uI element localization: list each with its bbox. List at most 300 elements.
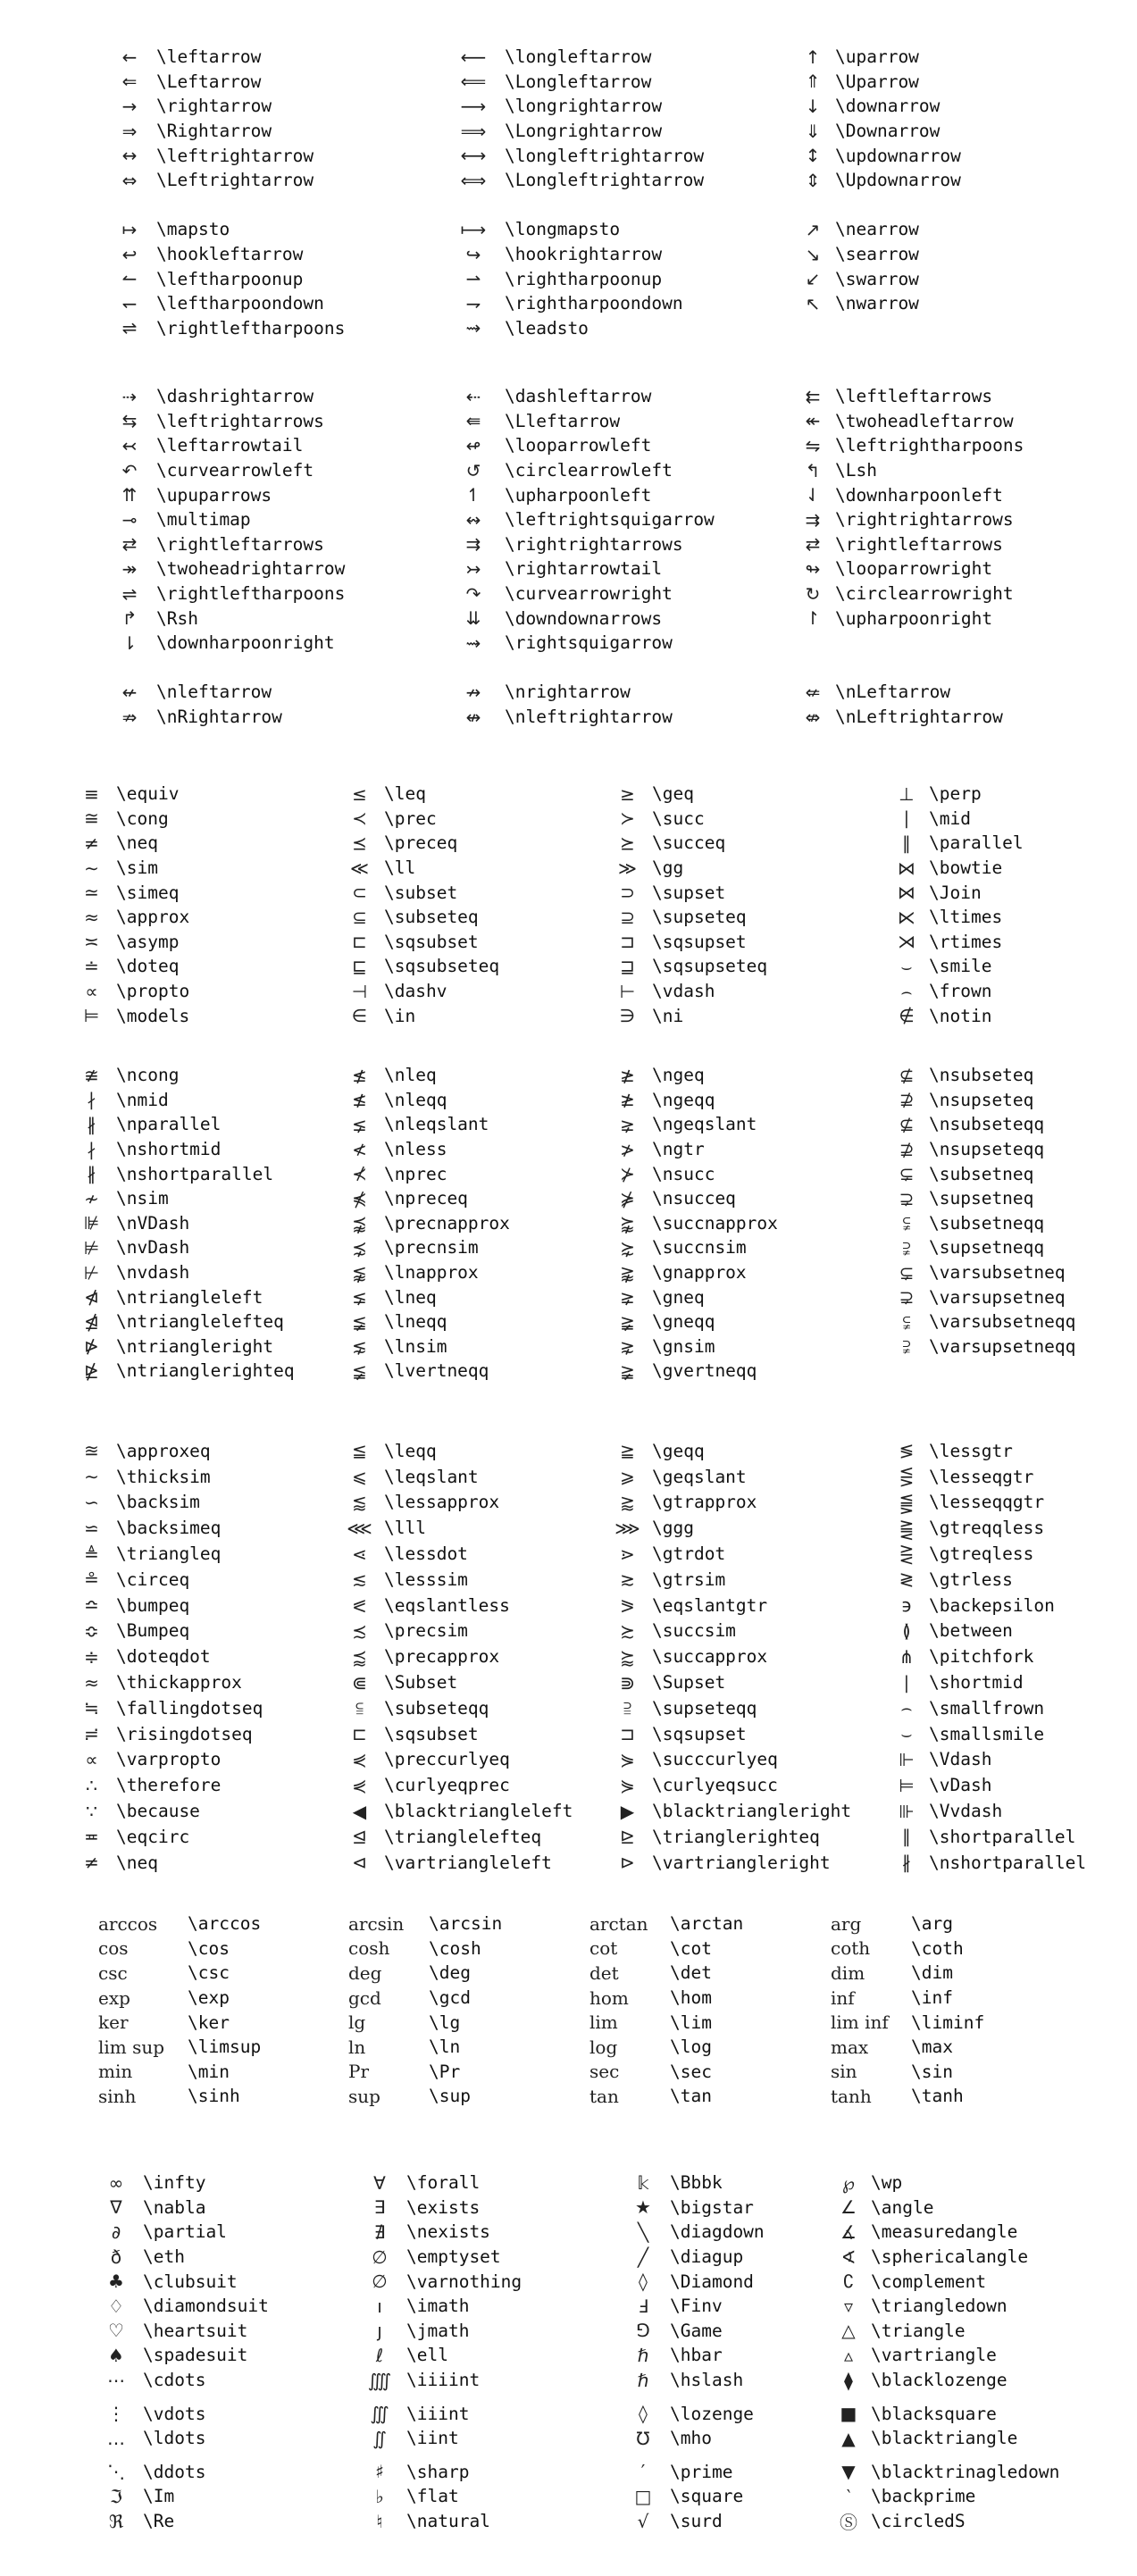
symbol-glyph: ≨ xyxy=(352,1310,367,1333)
latex-command: \Uparrow xyxy=(835,71,919,92)
symbol-glyph: ≏ xyxy=(84,1594,99,1617)
latex-command: \triangledown xyxy=(871,2296,1007,2317)
symbol-entry xyxy=(616,2343,826,2368)
symbol-entry xyxy=(884,1438,1137,1464)
symbol-entry xyxy=(884,1284,1137,1309)
latex-command: \nleqq xyxy=(384,1089,447,1110)
symbol-entry xyxy=(98,2060,348,2085)
latex-command: \rightrightarrows xyxy=(835,509,1014,531)
symbol-entry xyxy=(335,930,603,955)
latex-command: \rightharpoondown xyxy=(505,293,683,314)
symbol-entry xyxy=(616,2368,826,2393)
symbol-glyph: ← xyxy=(121,46,138,68)
symbol-row xyxy=(67,1334,1137,1359)
symbol-entry xyxy=(103,70,442,95)
symbol-entry xyxy=(442,291,790,316)
symbol-glyph: ▶ xyxy=(620,1800,635,1822)
symbol-entry xyxy=(103,705,442,730)
latex-command: \leftrightarrow xyxy=(156,145,314,166)
symbol-entry xyxy=(67,1334,335,1359)
symbol-glyph: ⇎ xyxy=(805,706,821,728)
symbol-entry xyxy=(442,266,790,291)
latex-command: \deg xyxy=(429,1962,471,1984)
latex-command: \nless xyxy=(384,1139,447,1160)
symbol-glyph: ⇓ xyxy=(805,120,821,142)
symbol-glyph: ⌢ xyxy=(900,1697,913,1719)
latex-command: \shortmid xyxy=(929,1672,1024,1694)
symbol-entry xyxy=(826,2426,1103,2451)
latex-command: \succapprox xyxy=(652,1646,768,1668)
symbol-row xyxy=(67,831,1137,856)
latex-command: \bowtie xyxy=(929,857,1003,879)
symbol-entry xyxy=(67,1309,335,1334)
symbol-glyph: ⌣ xyxy=(900,955,913,977)
symbol-glyph: ≡ xyxy=(84,782,99,805)
symbol-glyph: ⋞ xyxy=(352,1748,367,1770)
latex-command: \curlyeqsucc xyxy=(652,1775,778,1796)
latex-command: \lozenge xyxy=(670,2403,754,2424)
latex-command: \log xyxy=(670,2037,712,2058)
symbol-glyph: ⫌ xyxy=(902,1335,911,1358)
latex-command: \nsubseteq xyxy=(929,1065,1034,1086)
latex-command: \supseteqq xyxy=(652,1697,757,1719)
symbol-glyph: ≒ xyxy=(84,1697,99,1719)
symbol-entry xyxy=(442,482,790,507)
function-rendered: arg xyxy=(831,1912,862,1935)
latex-command: \vartriangleright xyxy=(652,1852,831,1873)
symbol-glyph: ⅁ xyxy=(636,2320,650,2342)
symbol-glyph: ⇍ xyxy=(805,681,821,703)
symbol-glyph: ⟵ xyxy=(460,46,487,68)
latex-command: \blacktriangle xyxy=(871,2428,1018,2449)
latex-command: \lim xyxy=(670,2011,712,2033)
symbol-glyph: ♯ xyxy=(375,2461,384,2483)
latex-command: \nleftarrow xyxy=(156,682,272,703)
symbol-glyph: ≤ xyxy=(352,782,367,805)
symbol-entry xyxy=(826,2294,1103,2319)
symbol-row xyxy=(103,433,1103,458)
symbol-row xyxy=(103,656,1103,681)
symbol-entry xyxy=(616,2220,826,2245)
symbol-glyph: ≷ xyxy=(899,1568,915,1591)
symbol-entry xyxy=(603,1721,884,1747)
symbol-glyph: ≰ xyxy=(352,1089,367,1111)
latex-command: \nRightarrow xyxy=(156,707,282,728)
symbol-entry xyxy=(603,1567,884,1593)
symbol-entry xyxy=(67,1112,335,1137)
symbol-entry xyxy=(603,930,884,955)
symbol-glyph: ↿ xyxy=(465,484,481,506)
symbol-entry xyxy=(603,1284,884,1309)
latex-command: \lg xyxy=(429,2011,461,2033)
latex-command: \succsim xyxy=(652,1620,736,1642)
symbol-glyph: ⋐ xyxy=(352,1671,367,1694)
symbol-entry xyxy=(67,1186,335,1211)
latex-command: \between xyxy=(929,1620,1013,1642)
symbol-glyph: ⇑ xyxy=(805,71,821,93)
symbol-glyph: Ⅎ xyxy=(638,2295,648,2317)
symbol-glyph: ⊩ xyxy=(899,1748,915,1770)
symbol-entry xyxy=(616,2195,826,2221)
latex-command: \gvertneqq xyxy=(652,1360,757,1382)
symbol-entry xyxy=(603,954,884,979)
symbol-entry xyxy=(335,905,603,930)
function-rendered: sup xyxy=(348,2085,380,2107)
symbol-entry xyxy=(884,1824,1137,1850)
symbol-glyph: √ xyxy=(637,2510,649,2532)
symbol-row xyxy=(89,2401,1103,2426)
symbol-glyph: ⟸ xyxy=(460,71,487,93)
latex-command: \leftarrow xyxy=(156,46,262,68)
symbol-entry xyxy=(335,1618,603,1644)
symbol-glyph: ⊪ xyxy=(899,1800,915,1822)
symbol-row xyxy=(103,291,1103,316)
symbol-row xyxy=(89,2460,1103,2485)
symbol-row xyxy=(67,1515,1137,1541)
symbol-glyph: ∤ xyxy=(87,1089,96,1111)
latex-command: \rightrightarrows xyxy=(505,533,683,555)
latex-command: \liminf xyxy=(911,2011,985,2033)
function-rendered: arcsin xyxy=(348,1912,405,1935)
latex-command: \coth xyxy=(911,1937,964,1959)
latex-command: \iiiint xyxy=(406,2370,481,2391)
symbol-entry xyxy=(884,1593,1137,1618)
symbol-entry xyxy=(603,1850,884,1876)
latex-command: \upharpoonright xyxy=(835,607,993,629)
symbol-entry xyxy=(103,532,442,557)
latex-command: \risingdotseq xyxy=(116,1723,253,1744)
latex-command: \Vvdash xyxy=(929,1801,1003,1822)
symbol-glyph: ↘ xyxy=(805,243,821,265)
symbol-entry xyxy=(603,1618,884,1644)
function-rendered: cos xyxy=(98,1937,129,1960)
symbol-glyph: ⋨ xyxy=(352,1236,367,1259)
symbol-glyph: ⋪ xyxy=(84,1286,99,1309)
symbol-row xyxy=(67,1284,1137,1309)
symbol-row xyxy=(67,1643,1137,1669)
latex-command: \gnsim xyxy=(652,1335,715,1357)
symbol-entry xyxy=(67,831,335,856)
latex-command: \exists xyxy=(406,2196,481,2218)
latex-command: \triangle xyxy=(871,2320,966,2341)
latex-command: \Leftarrow xyxy=(156,71,262,92)
symbol-row xyxy=(67,1309,1137,1334)
symbol-glyph: ⋖ xyxy=(352,1543,367,1565)
symbol-glyph: ⇚ xyxy=(465,410,481,432)
symbol-entry xyxy=(67,1669,335,1695)
symbol-entry xyxy=(589,1911,831,1936)
symbol-glyph: ↰ xyxy=(805,459,821,481)
symbol-entry xyxy=(603,1541,884,1567)
latex-command: \rtimes xyxy=(929,931,1003,952)
symbol-entry xyxy=(884,1515,1137,1541)
symbol-entry xyxy=(103,482,442,507)
function-rendered: lim xyxy=(589,2011,618,2034)
latex-command: \leadsto xyxy=(505,317,589,339)
symbol-row xyxy=(98,2060,1072,2085)
symbol-glyph: ϶ xyxy=(900,1594,913,1617)
symbol-entry xyxy=(603,831,884,856)
symbol-entry xyxy=(335,1850,603,1876)
latex-command: \subset xyxy=(384,882,458,903)
latex-command: \blacksquare xyxy=(871,2403,997,2424)
symbol-entry xyxy=(831,1961,1072,1986)
symbol-glyph: ⊯ xyxy=(83,1212,100,1234)
symbol-entry xyxy=(603,1593,884,1618)
symbol-glyph: ∁ xyxy=(842,2271,855,2293)
symbol-glyph: ∦ xyxy=(87,1163,96,1185)
latex-command: \gneqq xyxy=(652,1311,715,1333)
latex-command: \dashleftarrow xyxy=(505,386,652,407)
symbol-row xyxy=(67,1593,1137,1618)
symbol-entry xyxy=(831,2084,1072,2109)
symbol-entry xyxy=(603,1669,884,1695)
latex-command: \Diamond xyxy=(670,2271,754,2292)
symbol-entry xyxy=(589,1961,831,1986)
latex-command: \gnapprox xyxy=(652,1262,747,1284)
symbol-entry xyxy=(589,2060,831,2085)
symbol-glyph: ⫅ xyxy=(355,1697,364,1719)
latex-command: \succnsim xyxy=(652,1237,747,1259)
latex-command: \leftharpoonup xyxy=(156,268,304,289)
symbol-glyph: ≃ xyxy=(84,882,99,904)
symbol-entry xyxy=(67,1824,335,1850)
symbol-entry xyxy=(67,1593,335,1618)
symbol-glyph: ≑ xyxy=(84,1645,99,1668)
latex-command: \Updownarrow xyxy=(835,170,961,191)
symbol-entry xyxy=(884,1186,1137,1211)
symbol-glyph: ⪰ xyxy=(620,832,635,854)
latex-command: \infty xyxy=(143,2172,206,2194)
symbol-glyph: ≠ xyxy=(84,1852,99,1874)
symbol-entry xyxy=(335,1112,603,1137)
symbol-glyph: ⊏ xyxy=(352,1723,367,1745)
symbol-entry xyxy=(826,2195,1103,2221)
symbol-glyph: ⋗ xyxy=(620,1543,635,1565)
latex-command: \lneqq xyxy=(384,1311,447,1333)
symbol-glyph: ╲ xyxy=(637,2221,649,2243)
latex-command: \Join xyxy=(929,882,982,903)
symbol-entry xyxy=(884,1112,1137,1137)
symbol-glyph: ⊆ xyxy=(352,906,367,928)
latex-command: \looparrowright xyxy=(835,558,993,580)
symbol-glyph: Ⓢ xyxy=(840,2512,857,2534)
symbol-entry xyxy=(353,2319,616,2344)
symbol-glyph: ⧫ xyxy=(844,2369,853,2391)
latex-command: \thicksim xyxy=(116,1466,211,1487)
symbol-glyph: ≱ xyxy=(620,1089,635,1111)
symbol-glyph: △ xyxy=(841,2320,856,2342)
latex-command: \leftarrowtail xyxy=(156,435,304,456)
symbol-entry xyxy=(103,458,442,483)
symbol-glyph: ⇉ xyxy=(805,508,821,531)
symbol-row xyxy=(67,782,1137,807)
symbol-glyph: ♭ xyxy=(375,2485,384,2507)
symbol-glyph: ⪅ xyxy=(352,1491,367,1513)
symbol-glyph: ⋮ xyxy=(107,2403,125,2425)
symbol-row xyxy=(67,954,1137,979)
symbol-row xyxy=(103,680,1103,705)
symbol-glyph: ↛ xyxy=(465,681,481,703)
symbol-entry xyxy=(442,119,790,144)
symbol-entry xyxy=(335,856,603,881)
latex-command: \circlearrowleft xyxy=(505,460,673,481)
latex-command: \cong xyxy=(116,807,169,829)
symbol-glyph: ⊸ xyxy=(121,508,138,531)
symbol-glyph: ≪ xyxy=(350,857,369,879)
symbol-entry xyxy=(67,930,335,955)
symbol-entry xyxy=(335,1721,603,1747)
latex-command: \nsubseteqq xyxy=(929,1114,1045,1135)
symbol-entry xyxy=(103,631,442,656)
symbol-entry xyxy=(884,979,1137,1004)
symbol-entry xyxy=(67,1359,335,1384)
symbol-row xyxy=(67,807,1137,832)
symbol-entry xyxy=(335,979,603,1004)
symbol-row xyxy=(67,1359,1137,1384)
symbol-entry xyxy=(67,1772,335,1798)
symbol-glyph: ↦ xyxy=(121,218,138,240)
symbol-glyph: ′ xyxy=(640,2461,646,2483)
symbol-entry xyxy=(353,2170,616,2195)
latex-command: \ntriangleleft xyxy=(116,1286,263,1308)
latex-command: \hookrightarrow xyxy=(505,244,663,265)
symbol-glyph: ⩾ xyxy=(620,1466,635,1488)
symbol-glyph: ↕ xyxy=(805,145,821,167)
symbol-entry xyxy=(335,1088,603,1113)
latex-command: \sphericalangle xyxy=(871,2246,1029,2268)
symbol-row xyxy=(67,979,1137,1004)
symbol-glyph: ≬ xyxy=(902,1619,911,1642)
latex-command: \varsubsetneq xyxy=(929,1262,1066,1284)
symbol-entry xyxy=(67,1211,335,1236)
symbol-entry xyxy=(103,291,442,316)
symbol-entry xyxy=(603,1137,884,1162)
symbol-entry xyxy=(616,2269,826,2294)
latex-command: \hookleftarrow xyxy=(156,244,304,265)
latex-command: \Longrightarrow xyxy=(505,121,663,142)
symbol-row xyxy=(67,1695,1137,1721)
latex-command: \geqq xyxy=(652,1440,705,1461)
symbol-entry xyxy=(335,1359,603,1384)
latex-command: \succcurlyeq xyxy=(652,1749,778,1770)
latex-command: \neq xyxy=(116,832,158,854)
symbol-row xyxy=(67,1618,1137,1644)
symbol-entry xyxy=(103,606,442,631)
latex-command: \ll xyxy=(384,857,416,879)
symbol-entry xyxy=(826,2401,1103,2426)
latex-command: \inf xyxy=(911,1987,953,2009)
symbol-glyph: ⊉ xyxy=(899,1138,915,1160)
symbol-entry xyxy=(884,1772,1137,1798)
latex-command: \lnapprox xyxy=(384,1262,479,1284)
latex-command: \ni xyxy=(652,1005,684,1026)
symbol-glyph: ⊁ xyxy=(620,1163,635,1185)
symbol-entry xyxy=(335,1490,603,1516)
symbol-entry xyxy=(442,556,790,581)
latex-command: \leqq xyxy=(384,1440,437,1461)
latex-command: \cos xyxy=(188,1937,230,1959)
symbol-glyph: ↱ xyxy=(121,607,138,630)
symbol-entry xyxy=(353,2245,616,2270)
symbol-glyph: ⋈ xyxy=(898,882,915,904)
latex-command: \nshortmid xyxy=(116,1139,222,1160)
symbol-entry xyxy=(884,1695,1137,1721)
symbol-glyph: ℘ xyxy=(842,2171,855,2194)
latex-command: \mid xyxy=(929,807,971,829)
symbol-entry xyxy=(103,45,442,70)
symbol-entry xyxy=(603,807,884,832)
latex-command: \nVDash xyxy=(116,1212,190,1234)
symbol-entry xyxy=(884,1260,1137,1285)
symbol-entry xyxy=(884,1490,1137,1516)
latex-command: \downarrow xyxy=(835,96,941,117)
latex-command: \Rightarrow xyxy=(156,121,272,142)
latex-command: \equiv xyxy=(116,783,180,805)
symbol-entry xyxy=(826,2343,1103,2368)
function-rendered: lim sup xyxy=(98,2036,165,2058)
symbol-row xyxy=(103,606,1103,631)
symbol-entry xyxy=(335,1137,603,1162)
symbol-entry xyxy=(603,1161,884,1186)
latex-command: \lll xyxy=(384,1518,426,1539)
symbol-glyph: ⋫ xyxy=(84,1335,99,1358)
latex-command: \jmath xyxy=(406,2320,470,2341)
symbol-row xyxy=(103,581,1103,606)
symbol-entry xyxy=(89,2401,353,2426)
symbol-entry xyxy=(790,217,1103,242)
symbol-glyph: ⊊ xyxy=(899,1261,915,1284)
latex-command: \ntriangleright xyxy=(116,1335,274,1357)
latex-command: \nsucc xyxy=(652,1163,715,1184)
latex-command: \supsetneq xyxy=(929,1188,1034,1209)
latex-command: \partial xyxy=(143,2221,227,2243)
symbol-entry xyxy=(335,1211,603,1236)
symbol-entry xyxy=(103,266,442,291)
symbol-entry xyxy=(89,2245,353,2270)
symbol-entry xyxy=(603,979,884,1004)
symbol-entry xyxy=(884,1643,1137,1669)
latex-command: \gtrless xyxy=(929,1568,1013,1590)
symbol-row xyxy=(103,507,1103,532)
symbol-glyph: ≮ xyxy=(352,1138,367,1160)
symbol-row xyxy=(67,1211,1137,1236)
latex-command: \vartriangleleft xyxy=(384,1852,552,1873)
function-rendered: lg xyxy=(348,2011,366,2034)
symbol-glyph: ≺ xyxy=(352,807,367,830)
symbol-entry xyxy=(67,880,335,905)
latex-command: \leqslant xyxy=(384,1466,479,1487)
symbol-row xyxy=(103,556,1103,581)
symbol-entry xyxy=(335,1186,603,1211)
latex-command: \rightleftarrows xyxy=(156,533,324,555)
symbol-glyph: ⋧ xyxy=(620,1335,635,1358)
symbol-row xyxy=(103,631,1103,656)
symbol-glyph: ⫌ xyxy=(902,1236,911,1259)
symbol-entry xyxy=(790,266,1103,291)
symbol-entry xyxy=(348,2084,589,2109)
symbol-entry xyxy=(348,1936,589,1961)
latex-command: \longrightarrow xyxy=(505,96,663,117)
symbol-entry xyxy=(603,1334,884,1359)
symbol-row xyxy=(67,905,1137,930)
symbol-entry xyxy=(603,1824,884,1850)
symbol-entry xyxy=(790,316,1103,341)
latex-command: \tan xyxy=(670,2086,712,2107)
symbol-entry xyxy=(616,2401,826,2426)
latex-command: \curvearrowright xyxy=(505,583,673,605)
symbol-glyph: ⇈ xyxy=(121,484,138,506)
